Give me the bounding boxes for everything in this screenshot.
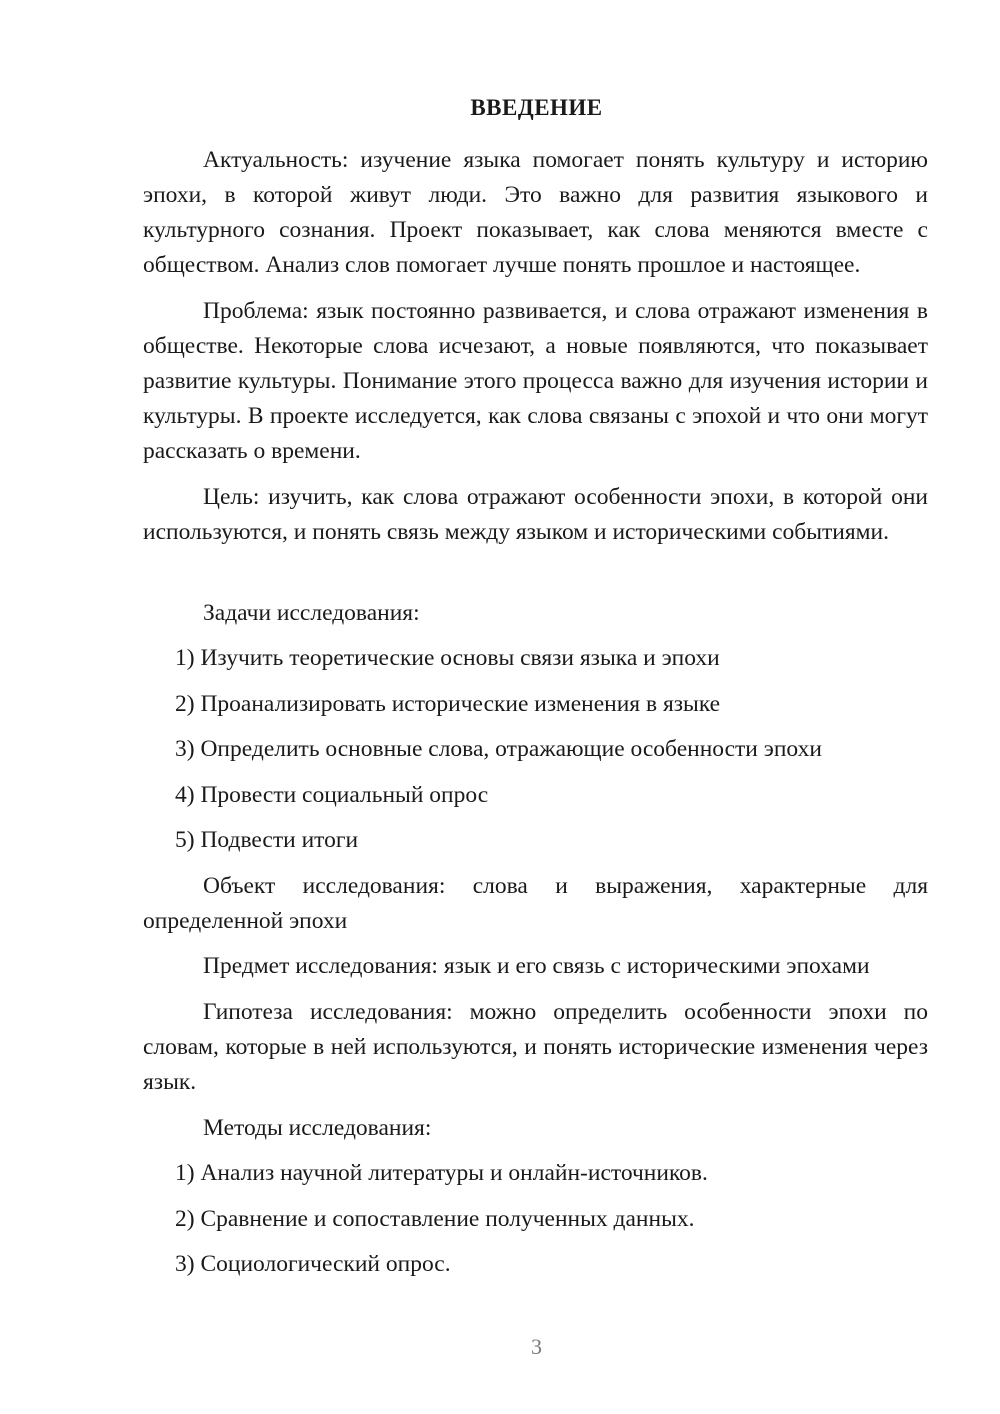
- page-number: 3: [531, 1334, 542, 1359]
- task-item: 2) Проанализировать исторические изменения в языке: [175, 691, 721, 717]
- method-item: 1) Анализ научной литературы и онлайн-источников.: [175, 1160, 708, 1186]
- problem-paragraph: Проблема: язык постоянно развивается, и слова отражают изменения в обществе. Некоторые слова исчезают, а новые появляются, что показывает развитие культуры. Понимание этого процесса важно для изучения истории и культуры. В проекте исследуется, как слова связаны с эпохой и что они могут рассказать о времени.: [143, 298, 928, 464]
- page-title: ВВЕДЕНИЕ: [470, 95, 603, 120]
- task-item: 4) Провести социальный опрос: [175, 782, 489, 808]
- object-paragraph: Объект исследования: слова и выражения, характерные для определенной эпохи: [143, 873, 928, 934]
- goal-paragraph: Цель: изучить, как слова отражают особенности эпохи, в которой они используются, и понять связь между языком и историческими событиями.: [143, 484, 928, 545]
- method-item: 3) Социологический опрос.: [175, 1251, 451, 1277]
- task-item: 5) Подвести итоги: [175, 827, 359, 853]
- relevance-paragraph: Актуальность: изучение языка помогает понять культуру и историю эпохи, в которой живут люди. Это важно для развития языкового и культурного сознания. Проект показывает, как слова меняются вместе с обществом. Анализ слов помогает лучше понять прошлое и настоящее.: [143, 147, 928, 278]
- subject-paragraph: Предмет исследования: язык и его связь с историческими эпохами: [203, 953, 870, 979]
- task-item: 3) Определить основные слова, отражающие особенности эпохи: [175, 736, 822, 762]
- methods-heading: Методы исследования:: [203, 1115, 432, 1141]
- task-item: 1) Изучить теоретические основы связи языка и эпохи: [175, 645, 720, 671]
- hypothesis-paragraph: Гипотеза исследования: можно определить особенности эпохи по словам, которые в ней используются, и понять исторические изменения через язык.: [143, 999, 928, 1095]
- tasks-heading: Задачи исследования:: [203, 600, 420, 626]
- method-item: 2) Сравнение и сопоставление полученных данных.: [175, 1206, 695, 1232]
